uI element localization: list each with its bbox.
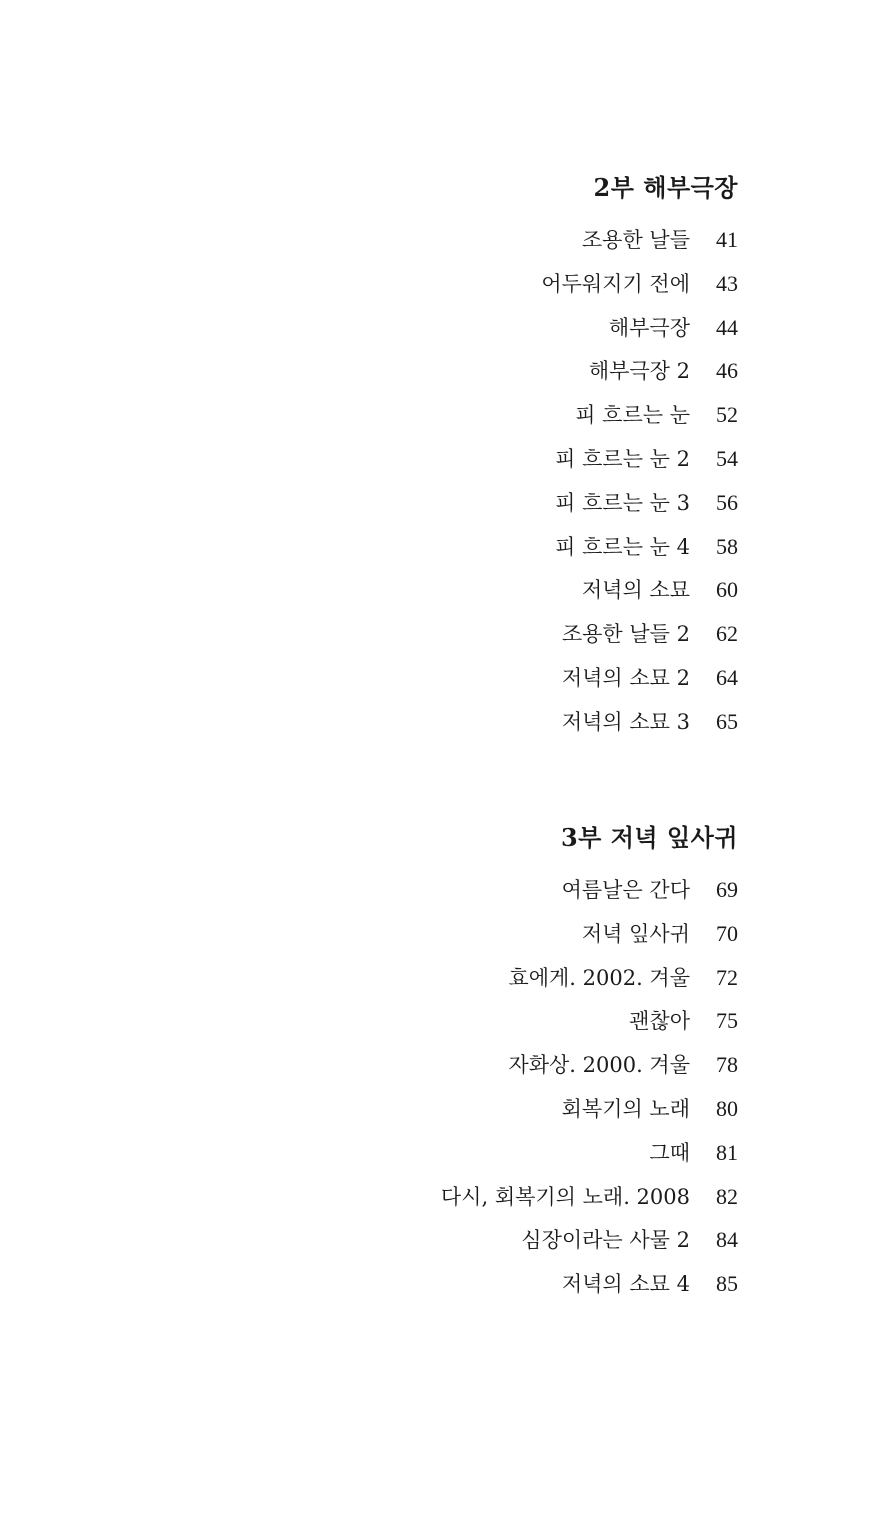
entry-page-number: 64 — [716, 664, 738, 690]
toc-entry[interactable] — [138, 525, 738, 569]
entry-page-number: 41 — [716, 227, 738, 252]
entry-title: 심장이라는 사물 2 — [521, 1228, 690, 1253]
toc-entry[interactable] — [138, 612, 738, 656]
entry-title: 여름날은 간다 — [561, 878, 690, 902]
entry-page-number: 54 — [716, 445, 738, 471]
entry-title: 피 흐르는 눈 2 — [555, 446, 690, 471]
entry-title: 어두워지기 전에 — [541, 271, 690, 296]
entry-page-number: 72 — [716, 964, 738, 990]
entry-page-number: 60 — [716, 577, 738, 603]
toc-entry[interactable] — [138, 1043, 738, 1087]
toc-entry[interactable] — [138, 481, 738, 525]
entry-page-number: 56 — [716, 489, 738, 515]
entry-title: 저녁의 소묘 4 — [561, 1272, 690, 1297]
entry-title: 해부극장 2 — [588, 359, 690, 384]
entry-title: 회복기의 노래 — [561, 1096, 690, 1121]
entry-page-number: 44 — [716, 314, 738, 340]
toc-entry[interactable] — [138, 349, 738, 393]
entry-title: 해부극장 — [608, 315, 690, 340]
toc-section-part-3 — [138, 818, 738, 1306]
entry-title: 저녁 잎사귀 — [581, 921, 690, 946]
entry-page-number: 84 — [716, 1227, 738, 1253]
entry-page-number: 43 — [716, 270, 738, 296]
toc-entry[interactable] — [138, 912, 738, 956]
entry-page-number: 65 — [716, 708, 738, 734]
entry-page-number: 69 — [716, 877, 738, 902]
entry-page-number: 70 — [716, 920, 738, 946]
entry-title: 저녁의 소묘 — [581, 578, 690, 603]
entry-title: 저녁의 소묘 2 — [561, 665, 690, 690]
toc-entry[interactable] — [138, 1175, 738, 1219]
toc-entry[interactable] — [138, 437, 738, 481]
entry-title: 그때 — [649, 1140, 690, 1165]
toc-entry[interactable] — [138, 999, 738, 1043]
entry-title: 조용한 날들 — [581, 228, 690, 252]
toc-entry[interactable] — [138, 1131, 738, 1175]
toc-entry[interactable] — [138, 868, 738, 912]
toc-entry[interactable] — [138, 956, 738, 1000]
toc-list — [138, 868, 738, 1306]
entry-title: 다시, 회복기의 노래. 2008 — [440, 1184, 690, 1209]
entry-page-number: 46 — [716, 358, 738, 384]
entry-title: 피 흐르는 눈 4 — [555, 534, 690, 559]
toc-entry[interactable] — [138, 1087, 738, 1131]
entry-title: 피 흐르는 눈 3 — [555, 490, 690, 515]
toc-entry[interactable] — [138, 656, 738, 700]
entry-page-number: 81 — [716, 1139, 738, 1165]
entry-title: 저녁의 소묘 3 — [561, 709, 690, 734]
entry-page-number: 75 — [716, 1008, 738, 1034]
section-heading: 2부 해부극장 — [593, 173, 738, 202]
entry-page-number: 52 — [716, 402, 738, 428]
toc-entry[interactable] — [138, 1218, 738, 1262]
entry-page-number: 85 — [716, 1271, 738, 1297]
entry-page-number: 80 — [716, 1095, 738, 1121]
entry-title: 자화상. 2000. 겨울 — [508, 1053, 690, 1078]
entry-page-number: 78 — [716, 1052, 738, 1078]
toc-entry[interactable] — [138, 1262, 738, 1306]
entry-title: 피 흐르는 눈 — [575, 403, 690, 428]
toc-entry[interactable] — [138, 700, 738, 744]
entry-title: 조용한 날들 2 — [561, 622, 690, 647]
entry-title: 괜찮아 — [629, 1009, 690, 1034]
toc-list — [138, 218, 738, 744]
toc-entry[interactable] — [138, 306, 738, 350]
entry-page-number: 62 — [716, 621, 738, 647]
toc-entry[interactable] — [138, 568, 738, 612]
section-heading: 3부 저녁 잎사귀 — [560, 823, 738, 852]
toc-entry[interactable] — [138, 393, 738, 437]
toc-entry[interactable] — [138, 262, 738, 306]
entry-title: 효에게. 2002. 겨울 — [508, 965, 690, 990]
entry-page-number: 82 — [716, 1183, 738, 1209]
entry-page-number: 58 — [716, 533, 738, 559]
toc-section-part-2 — [138, 168, 738, 744]
toc-entry[interactable] — [138, 218, 738, 262]
